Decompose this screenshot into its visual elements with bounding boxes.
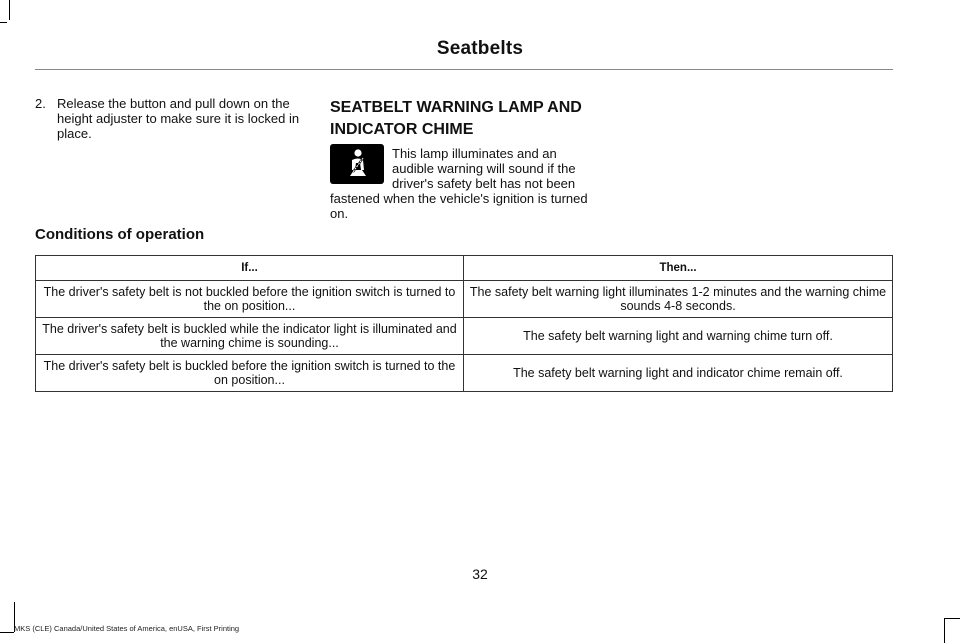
table-header-row (36, 256, 893, 281)
crop-mark (944, 618, 945, 643)
table-cell-then: The safety belt warning light and indicator chime remain off. (464, 355, 893, 392)
conditions-heading: Conditions of operation (35, 226, 205, 243)
warning-heading: SEATBELT WARNING LAMP AND INDICATOR CHIME (330, 99, 582, 138)
column-header-then: Then... (464, 256, 893, 281)
table-cell-then: The safety belt warning light and warning chime turn off. (464, 318, 893, 355)
warning-description (330, 146, 602, 221)
crop-mark (944, 618, 960, 619)
conditions-table (35, 255, 893, 392)
table-row (36, 318, 893, 355)
page-number: 32 (472, 566, 488, 582)
section-title: Seatbelts (436, 38, 524, 59)
table-row (36, 281, 893, 318)
printing-info: MKS (CLE) Canada/United States of America, enUSA, First Printing (14, 624, 240, 633)
crop-mark (0, 632, 14, 633)
warning-description-text: This lamp illuminates and an audible warning will sound if the driver's safety belt has not been fastened when the vehicle's ignition is turned on. (330, 146, 588, 221)
crop-mark (0, 22, 7, 23)
table-cell-if: The driver's safety belt is buckled before the ignition switch is turned to the on position... (36, 355, 464, 392)
column-header-if: If... (36, 256, 464, 281)
table-cell-if: The driver's safety belt is buckled while the indicator light is illuminated and the warning chime is sounding... (36, 318, 464, 355)
step-number: 2. (35, 96, 46, 111)
table-cell-then: The safety belt warning light illuminates 1-2 minutes and the warning chime sounds 4-8 seconds. (464, 281, 893, 318)
table-cell-if: The driver's safety belt is not buckled before the ignition switch is turned to the on position... (36, 281, 464, 318)
header-divider (35, 69, 893, 70)
step-text: Release the button and pull down on the height adjuster to make sure it is locked in place. (57, 96, 300, 141)
table-row (36, 355, 893, 392)
instruction-step (35, 96, 315, 141)
crop-mark (9, 0, 10, 20)
